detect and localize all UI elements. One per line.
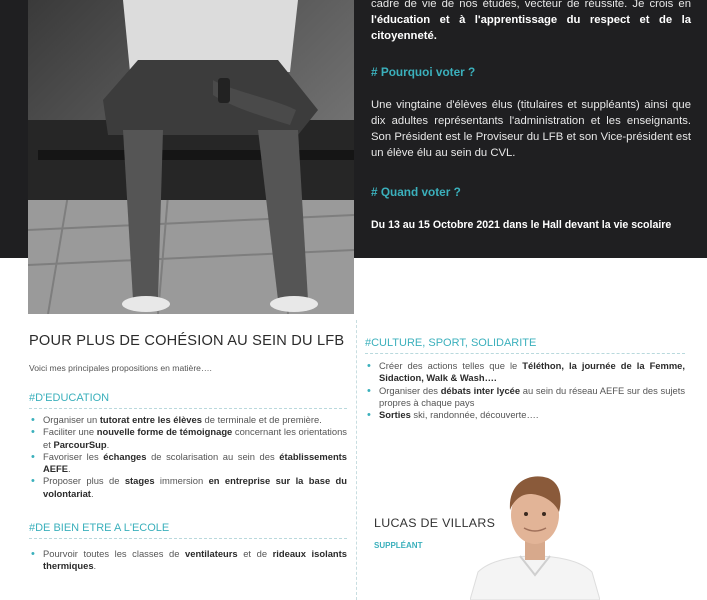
when-body: Du 13 au 15 Octobre 2021 dans le Hall devant la vie scolaire (371, 219, 672, 231)
list-item-text: . (90, 487, 94, 499)
candidate-photo-bottom (470, 470, 600, 600)
list-item-text: Organiser un (43, 414, 100, 425)
list-item-text: ski, randonnée, découverte…. (410, 409, 539, 421)
list-item-emphasis: établissements AEFE (43, 450, 348, 475)
list-item-text: et de (237, 548, 273, 560)
column-divider (356, 320, 357, 600)
list-item (29, 426, 347, 451)
page-title: POUR PLUS DE COHÉSION AU SEIN DU LFB (29, 333, 345, 349)
education-list (29, 414, 347, 500)
when-title: # Quand voter ? (371, 185, 461, 199)
list-item-emphasis: nouvelle forme de témoignage (96, 426, 233, 438)
list-item-text: . (106, 438, 110, 450)
list-item (29, 414, 347, 426)
wellbeing-title: #DE BIEN ETRE A L'ECOLE (29, 522, 347, 539)
list-item-text: Créer des actions telles que le (379, 360, 523, 371)
right-column (365, 337, 685, 421)
list-item-emphasis: ParcourSup (53, 438, 107, 450)
list-item-text: de terminale et de première. (201, 414, 322, 425)
list-item-emphasis: échanges (103, 450, 147, 462)
wellbeing-list (29, 548, 347, 573)
list-item (365, 385, 685, 410)
list-item-emphasis: en entreprise sur la base du volontariat (43, 475, 347, 499)
candidate-name: LUCAS DE VILLARS (374, 516, 496, 530)
intro-bold: l'éducation et à l'apprentissage du respect et de la citoyenneté. (371, 14, 691, 42)
list-item-text: . (68, 463, 71, 475)
list-item-text: Pourvoir toutes les classes de (43, 548, 186, 560)
list-item (29, 475, 347, 500)
list-item-emphasis: Téléthon, la journée de la Femme, Sidaction, Walk & Wash…. (379, 360, 686, 384)
candidate-role: SUPPLÉANT (374, 541, 423, 550)
page-subtitle: Voici mes principales propositions en matière…. (29, 363, 212, 373)
list-item-text: Organiser des (379, 384, 441, 396)
intro-text (371, 0, 691, 44)
culture-list (365, 360, 685, 421)
list-item-text: . (93, 560, 97, 572)
list-item-text: au sein du réseau AEFE sur des sujets propres à chaque pays (379, 384, 686, 408)
list-item-emphasis: stages (124, 475, 155, 487)
culture-title: #CULTURE, SPORT, SOLIDARITE (365, 337, 685, 354)
list-item-text: de scolarisation au sein des (146, 450, 280, 462)
why-title: # Pourquoi voter ? (371, 65, 476, 79)
list-item (29, 548, 347, 573)
left-column (29, 333, 347, 573)
why-body: Une vingtaine d'élèves élus (titulaires et suppléants) ainsi que dix adultes représentants l'administration et les enseignants. Son Président est le Proviseur du LFB et son Vice-président est un élève élu au sein du CVL. (371, 99, 691, 159)
list-item-text: Favoriser les (43, 450, 104, 462)
education-title: #D'EDUCATION (29, 392, 347, 409)
list-item-emphasis: ventilateurs (185, 548, 238, 560)
intro-line: cadre de vie de nos études, vecteur de réussite. Je crois en (371, 0, 691, 10)
list-item-emphasis: débats inter lycée (440, 384, 521, 396)
list-item-text: Proposer plus de (43, 475, 125, 487)
list-item-emphasis: Sorties (379, 409, 411, 421)
list-item-emphasis: tutorat entre les élèves (99, 414, 202, 425)
candidate-photo-top (28, 0, 354, 314)
list-item (365, 360, 685, 385)
list-item (365, 409, 685, 421)
list-item-emphasis: rideaux isolants thermiques (43, 548, 347, 572)
list-item-text: Faciliter une (43, 426, 97, 438)
list-item-text: immersion (154, 475, 209, 487)
list-item (29, 451, 347, 476)
list-item-text: concernant les orientations et (43, 426, 347, 450)
